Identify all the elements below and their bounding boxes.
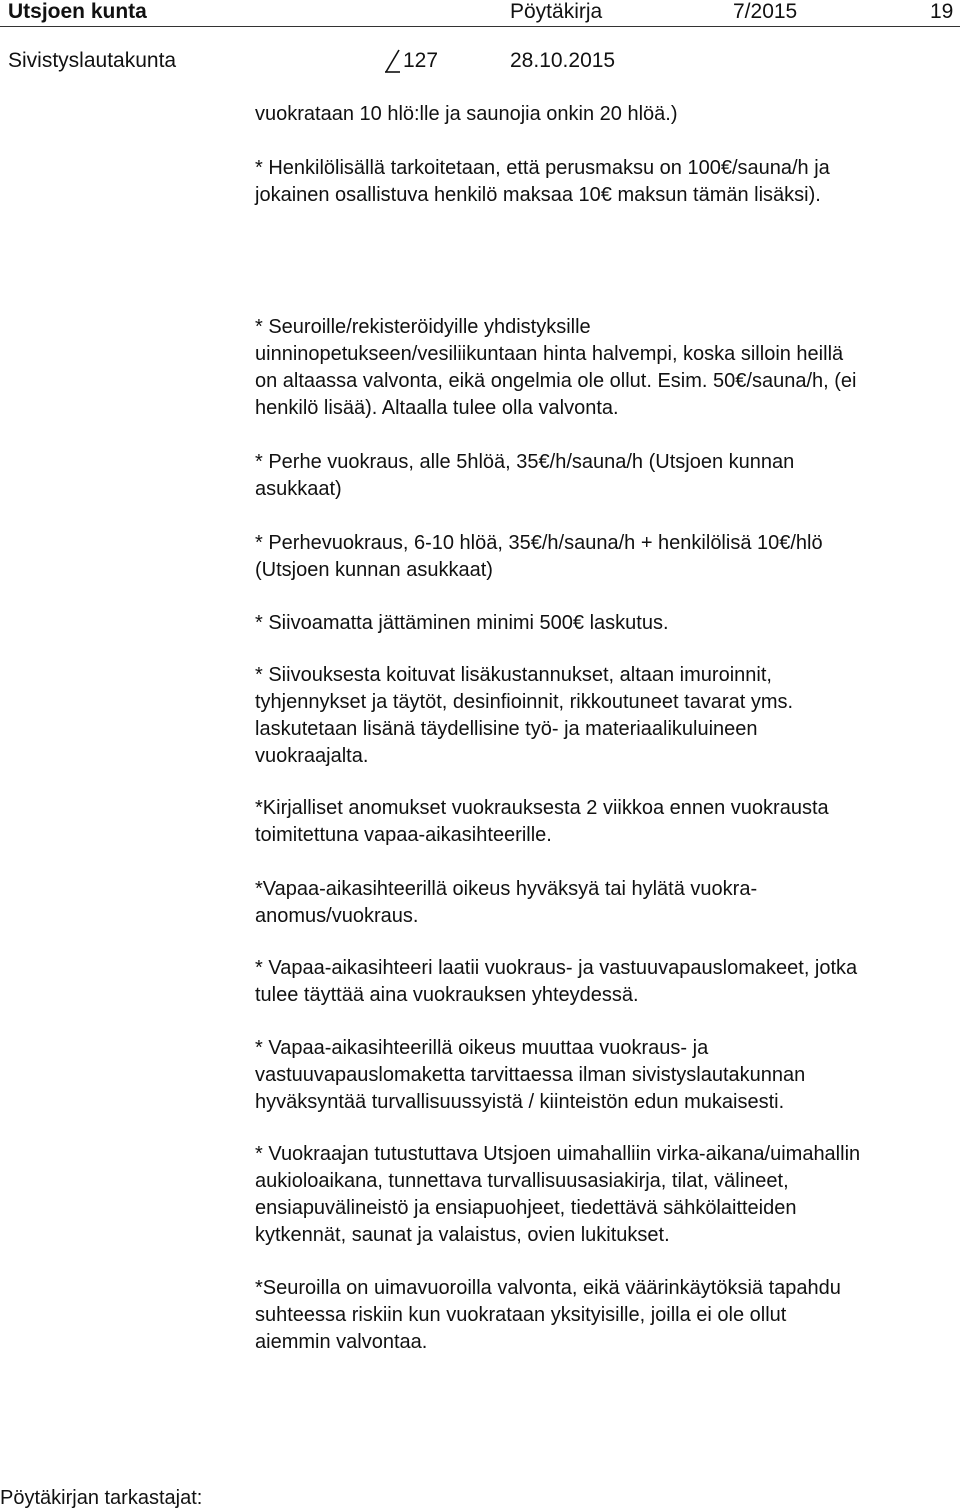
section-number: 127 xyxy=(403,49,439,72)
paragraph-11 xyxy=(255,1035,955,1116)
paragraph-9 xyxy=(255,876,955,930)
text-line: henkilö lisää). Altaalla tulee olla valvonta. xyxy=(255,397,619,419)
paragraph-7 xyxy=(255,662,955,770)
paragraph-5 xyxy=(255,530,955,584)
paragraph-13 xyxy=(255,1275,955,1356)
text-line: * Siivouksesta koituvat lisäkustannukset, altaan imuroinnit, xyxy=(255,664,772,686)
text-line: hyväksyntää turvallisuussyistä / kiinteistön edun mukaisesti. xyxy=(255,1091,785,1113)
board-name: Sivistyslautakunta xyxy=(8,49,177,72)
paragraph-1 xyxy=(255,101,955,128)
header-rule xyxy=(0,26,960,27)
text-line: aukioloaikana, tunnettava turvallisuusasiakirja, tilat, välineet, xyxy=(255,1170,789,1192)
text-line: * Seuroille/rekisteröidyille yhdistyksille xyxy=(255,316,591,338)
text-line: * Henkilölisällä tarkoitetaan, että perusmaksu on 100€/sauna/h ja xyxy=(255,157,830,179)
page-number: 19 xyxy=(930,0,954,23)
text-line: uinninopetukseen/vesiliikuntaan hinta halvempi, koska silloin heillä xyxy=(255,343,844,365)
text-line: * Perhe vuokraus, alle 5hlöä, 35€/h/sauna/h (Utsjoen kunnan xyxy=(255,451,795,473)
section-sign-icon xyxy=(384,48,402,74)
text-line: tulee täyttää aina vuokrauksen yhteydessä. xyxy=(255,984,639,1006)
text-line: ensiapuvälineistö ja ensiapuohjeet, tiedettävä sähkölaitteiden xyxy=(255,1197,797,1219)
text-line: toimitettuna vapaa-aikasihteerille. xyxy=(255,824,552,846)
text-line: jokainen osallistuva henkilö maksaa 10€ maksun tämän lisäksi). xyxy=(255,184,821,206)
text-line: suhteessa riskiin kun vuokrataan yksityisille, joilla ei ole ollut xyxy=(255,1304,787,1326)
text-line: *Seuroilla on uimavuoroilla valvonta, eikä väärinkäytöksiä tapahdu xyxy=(255,1277,841,1299)
document-type: Pöytäkirja xyxy=(510,0,603,23)
text-line: *Kirjalliset anomukset vuokrauksesta 2 viikkoa ennen vuokrausta xyxy=(255,797,829,819)
text-line: * Vapaa-aikasihteeri laatii vuokraus- ja vastuuvapauslomakeet, jotka xyxy=(255,957,858,979)
paragraph-4 xyxy=(255,449,955,503)
text-line: tyhjennykset ja täytöt, desinfioinnit, rikkoutuneet tavarat yms. xyxy=(255,691,794,713)
text-line: vuokrataan 10 hlö:lle ja saunojia onkin 20 hlöä.) xyxy=(255,103,678,125)
text-line: kytkennät, saunat ja valaistus, ovien lukitukset. xyxy=(255,1224,670,1246)
paragraph-8 xyxy=(255,795,955,849)
paragraph-2 xyxy=(255,155,955,209)
text-line: vuokraajalta. xyxy=(255,745,369,767)
text-line: *Vapaa-aikasihteerillä oikeus hyväksyä tai hylätä vuokra- xyxy=(255,878,758,900)
paragraph-12 xyxy=(255,1141,955,1249)
meeting-date: 28.10.2015 xyxy=(510,49,616,72)
footer-inspectors-label: Pöytäkirjan tarkastajat: xyxy=(0,1487,203,1509)
organization-name: Utsjoen kunta xyxy=(8,0,147,23)
document-number: 7/2015 xyxy=(733,0,798,23)
text-line: * Siivoamatta jättäminen minimi 500€ laskutus. xyxy=(255,612,669,634)
paragraph-3 xyxy=(255,314,955,422)
text-line: laskutetaan lisänä täydellisine työ- ja materiaalikuluineen xyxy=(255,718,758,740)
paragraph-6 xyxy=(255,610,955,637)
text-line: * Vuokraajan tutustuttava Utsjoen uimahalliin virka-aikana/uimahallin xyxy=(255,1143,861,1165)
text-line: anomus/vuokraus. xyxy=(255,905,419,927)
text-line: * Vapaa-aikasihteerillä oikeus muuttaa vuokraus- ja xyxy=(255,1037,709,1059)
text-line: asukkaat) xyxy=(255,478,342,500)
paragraph-10 xyxy=(255,955,955,1009)
text-line: (Utsjoen kunnan asukkaat) xyxy=(255,559,493,581)
text-line: on altaassa valvonta, eikä ongelmia ole ollut. Esim. 50€/sauna/h, (ei xyxy=(255,370,857,392)
text-line: aiemmin valvontaa. xyxy=(255,1331,428,1353)
text-line: * Perhevuokraus, 6-10 hlöä, 35€/h/sauna/h + henkilölisä 10€/hlö xyxy=(255,532,823,554)
text-line: vastuuvapauslomaketta tarvittaessa ilman sivistyslautakunnan xyxy=(255,1064,806,1086)
